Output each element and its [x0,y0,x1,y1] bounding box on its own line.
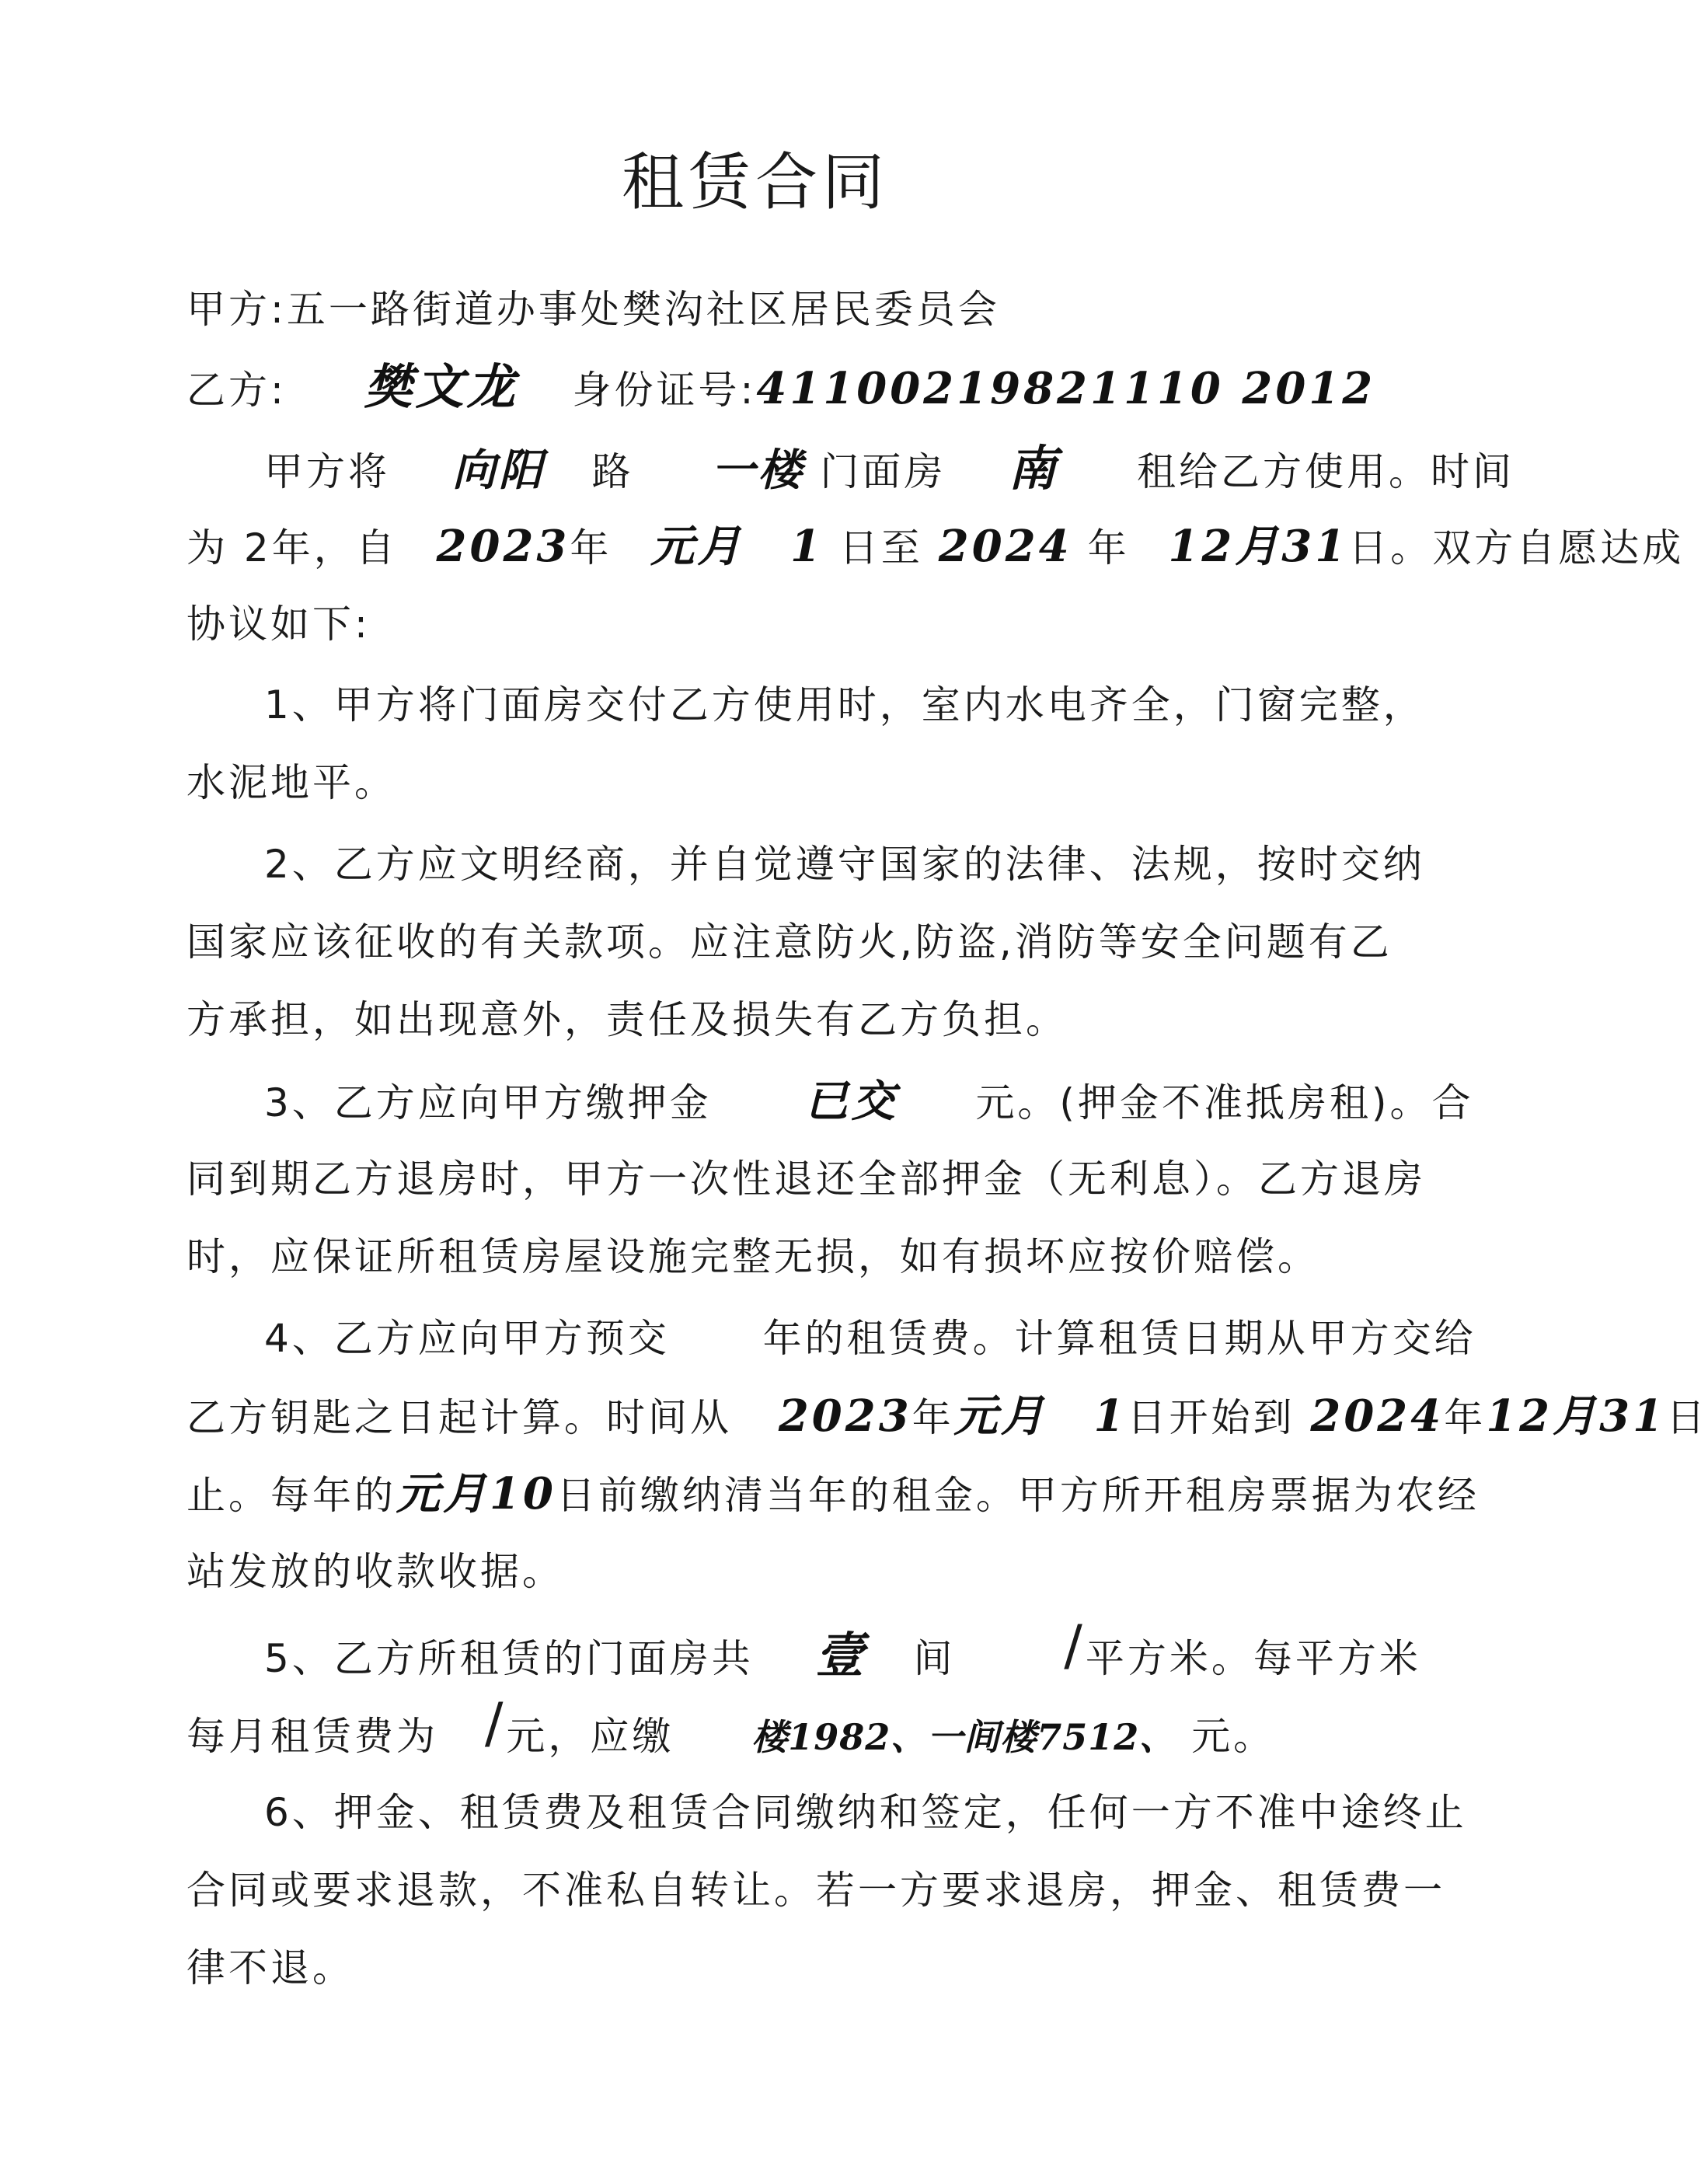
party-b-id-number: 41100219821110 2012 [756,363,1376,414]
clause-text: 日 [1666,1395,1708,1440]
clause-text: 元。 [1191,1714,1276,1759]
intro-text: 租给乙方使用。时间 [1136,449,1515,494]
intro-text: 路 [591,449,634,494]
end-month-day: 12月31 [1168,521,1349,572]
intro-line-2 [186,523,1684,571]
clause-text: 每月租赁费为 [186,1714,438,1759]
intro-line-1 [264,440,1515,497]
clause-text: 元。(押金不准抵房租)。合 [975,1080,1474,1125]
direction: 南 [1008,440,1060,497]
intro-text: 年 [1087,525,1130,570]
clause-4-line-4: 站发放的收款收据。 [186,1549,564,1594]
clause-text: 年的租赁费。计算租赁日期从甲方交给 [762,1316,1476,1361]
party-a-line [186,286,1000,333]
clause-1-line-1: 1、甲方将门面房交付乙方使用时，室内水电齐全，门窗完整， [264,682,1425,727]
start-year: 2023 [436,521,570,572]
clause-5-line-1 [264,1614,1421,1683]
clause-text: 年 [912,1395,954,1440]
start-day: 1 [790,521,824,572]
rent-start-month: 元月 [953,1390,1047,1442]
party-b-name: 樊文龙 [364,358,518,415]
clause-3-line-2: 同到期乙方退房时，甲方一次性退还全部押金（无利息）。乙方退房 [186,1157,1426,1202]
clause-6-line-1: 6、押金、租赁费及租赁合同缴纳和签定，任何一方不准中途终止 [264,1790,1467,1835]
party-a-label: 甲方: [186,287,287,332]
clause-4-line-3 [186,1468,1480,1519]
room-count: 壹 [815,1627,867,1683]
clause-4-line-2 [186,1390,1708,1442]
party-a-name: 五一路街道办事处樊沟社区居民委员会 [286,287,1000,332]
clause-text: 年 [1444,1395,1487,1440]
start-month: 元月 [650,521,744,572]
clause-text: 平方米。每平方米 [1085,1636,1421,1681]
rent-end-year: 2024 [1310,1390,1445,1442]
clause-text: 3、乙方应向甲方缴押金 [264,1080,712,1125]
clause-2-line-3: 方承担，如出现意外，责任及损失有乙方负担。 [186,997,1068,1042]
clause-text: 4、乙方应向甲方预交 [264,1316,670,1361]
intro-text: 日。双方自愿达成 [1348,525,1685,570]
clause-6-line-3: 律不退。 [186,1945,354,1990]
intro-text: 日至 [838,525,923,570]
amount-value: 楼1982、一间楼7512、 [751,1716,1176,1758]
intro-text: 门面房 [820,449,946,494]
area-value: / [1064,1614,1086,1677]
clause-text: 5、乙方所租赁的门面房共 [264,1636,754,1681]
rent-start-day: 1 [1093,1390,1128,1442]
party-b-label: 乙方: [186,368,287,413]
party-b-line [186,358,1376,415]
party-b-id-label: 身份证号: [572,368,757,413]
clause-4-line-1 [264,1315,1476,1362]
floor-location: 一楼 [711,445,805,496]
intro-text: 甲方将 [264,449,390,494]
intro-line-3: 协议如下: [186,602,371,647]
clause-2-line-1: 2、乙方应文明经商，并自觉遵守国家的法律、法规，按时交纳 [264,842,1425,887]
page-title: 租赁合同 [622,146,889,218]
clause-text: 日前缴纳清当年的租金。甲方所开租房票据为农经 [556,1473,1480,1518]
intro-text: 年 [570,525,612,570]
rent-end-month-day: 12月31 [1486,1390,1667,1442]
clause-text: 元，应缴 [506,1714,674,1759]
deposit-value: 已交 [804,1076,898,1127]
clause-3-line-3: 时，应保证所租赁房屋设施完整无损，如有损坏应按价赔偿。 [186,1234,1319,1279]
street-name: 向阳 [451,445,546,496]
clause-6-line-2: 合同或要求退款，不准私自转让。若一方要求退房，押金、租赁费一 [186,1868,1445,1913]
clause-2-line-2: 国家应该征收的有关款项。应注意防火,防盗,消防等安全问题有乙 [186,919,1393,965]
clause-text: 止。每年的 [186,1473,396,1518]
clause-1-line-2: 水泥地平。 [186,760,396,805]
clause-3-line-1 [264,1078,1473,1126]
end-year: 2024 [938,521,1072,572]
clause-text: 间 [913,1636,956,1681]
unit-price-value: / [484,1691,507,1755]
intro-text: 为 2年，自 [186,525,398,570]
rent-start-year: 2023 [778,1390,912,1442]
clause-text: 日开始到 [1127,1395,1295,1440]
payment-date: 元月10 [396,1468,556,1519]
clause-text: 乙方钥匙之日起计算。时间从 [186,1395,732,1440]
clause-5-line-2 [186,1691,1276,1760]
